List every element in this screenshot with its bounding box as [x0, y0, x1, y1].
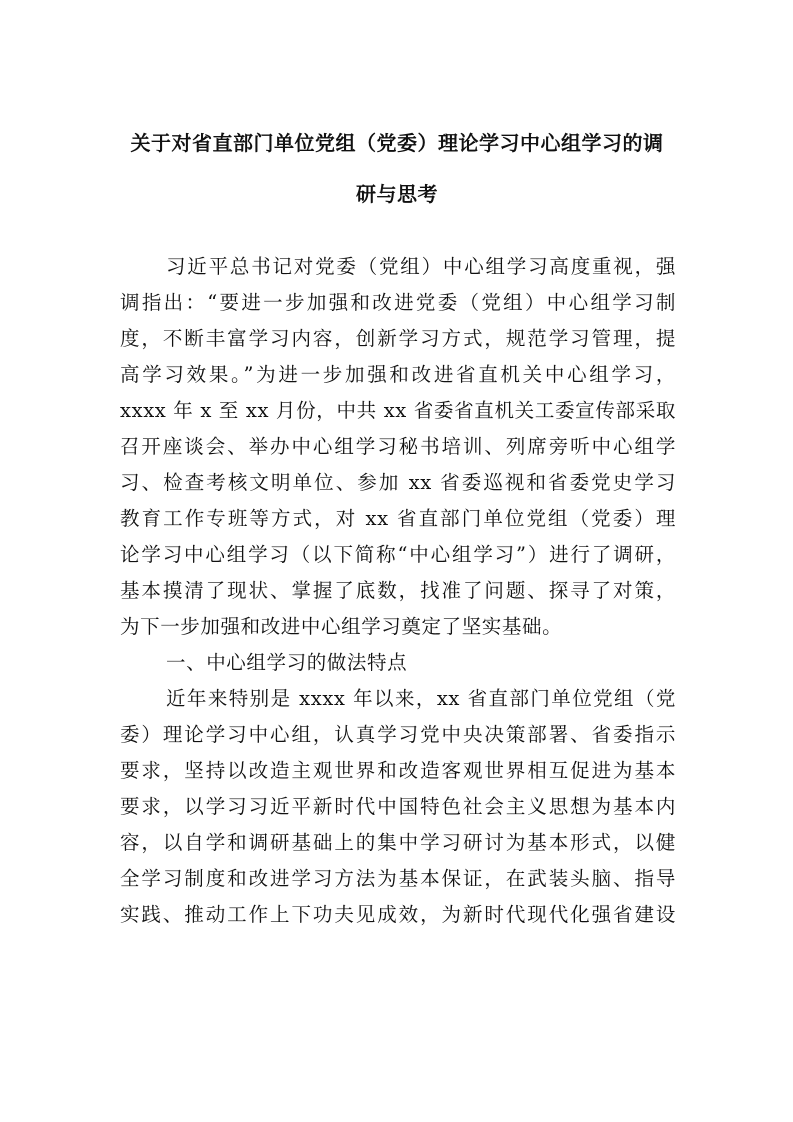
- paragraph-1-line-11: 为下一步加强和改进中心组学习奠定了坚实基础。: [120, 615, 563, 638]
- paragraph-2-line-5: 容，以自学和调研基础上的集中学习研讨为基本形式，以健: [120, 831, 676, 854]
- paragraph-1-line-8: 教育工作专班等方式，对 xx 省直部门单位党组（党委）理: [120, 507, 676, 530]
- paragraph-1-line-5: xxxx 年 x 至 xx 月份，中共 xx 省委省直机关工委宣传部采取: [120, 399, 676, 422]
- paragraph-1-line-6: 召开座谈会、举办中心组学习秘书培训、列席旁听中心组学: [120, 435, 676, 458]
- paragraph-2-line-3: 要求，坚持以改造主观世界和改造客观世界相互促进为基本: [120, 759, 676, 782]
- paragraph-2-line-7: 实践、推动工作上下功夫见成效，为新时代现代化强省建设: [120, 903, 676, 926]
- paragraph-1-line-9: 论学习中心组学习（以下简称“中心组学习”）进行了调研，: [120, 543, 676, 566]
- paragraph-1-line-7: 习、检查考核文明单位、参加 xx 省委巡视和省委党史学习: [120, 471, 676, 494]
- paragraph-2-line-2: 委）理论学习中心组，认真学习党中央决策部署、省委指示: [120, 723, 676, 746]
- paragraph-1-line-1: 习近平总书记对党委（党组）中心组学习高度重视，强: [166, 255, 676, 278]
- document-title-line-1: 关于对省直部门单位党组（党委）理论学习中心组学习的调: [130, 131, 664, 155]
- paragraph-1-line-2: 调指出：“要进一步加强和改进党委（党组）中心组学习制: [120, 291, 676, 314]
- paragraph-1-line-3: 度，不断丰富学习内容，创新学习方式，规范学习管理，提: [120, 327, 676, 350]
- paragraph-1-line-10: 基本摸清了现状、掌握了底数，找准了问题、探寻了对策，: [120, 579, 676, 602]
- paragraph-1-line-4: 高学习效果。”为进一步加强和改进省直机关中心组学习，: [120, 363, 676, 386]
- paragraph-2-line-4: 要求，以学习习近平新时代中国特色社会主义思想为基本内: [120, 795, 676, 818]
- paragraph-2-line-1: 近年来特别是 xxxx 年以来，xx 省直部门单位党组（党: [166, 687, 676, 710]
- document-title-line-2: 研与思考: [356, 182, 438, 206]
- section-heading-1: 一、中心组学习的做法特点: [166, 651, 408, 674]
- paragraph-2-line-6: 全学习制度和改进学习方法为基本保证，在武装头脑、指导: [120, 867, 676, 890]
